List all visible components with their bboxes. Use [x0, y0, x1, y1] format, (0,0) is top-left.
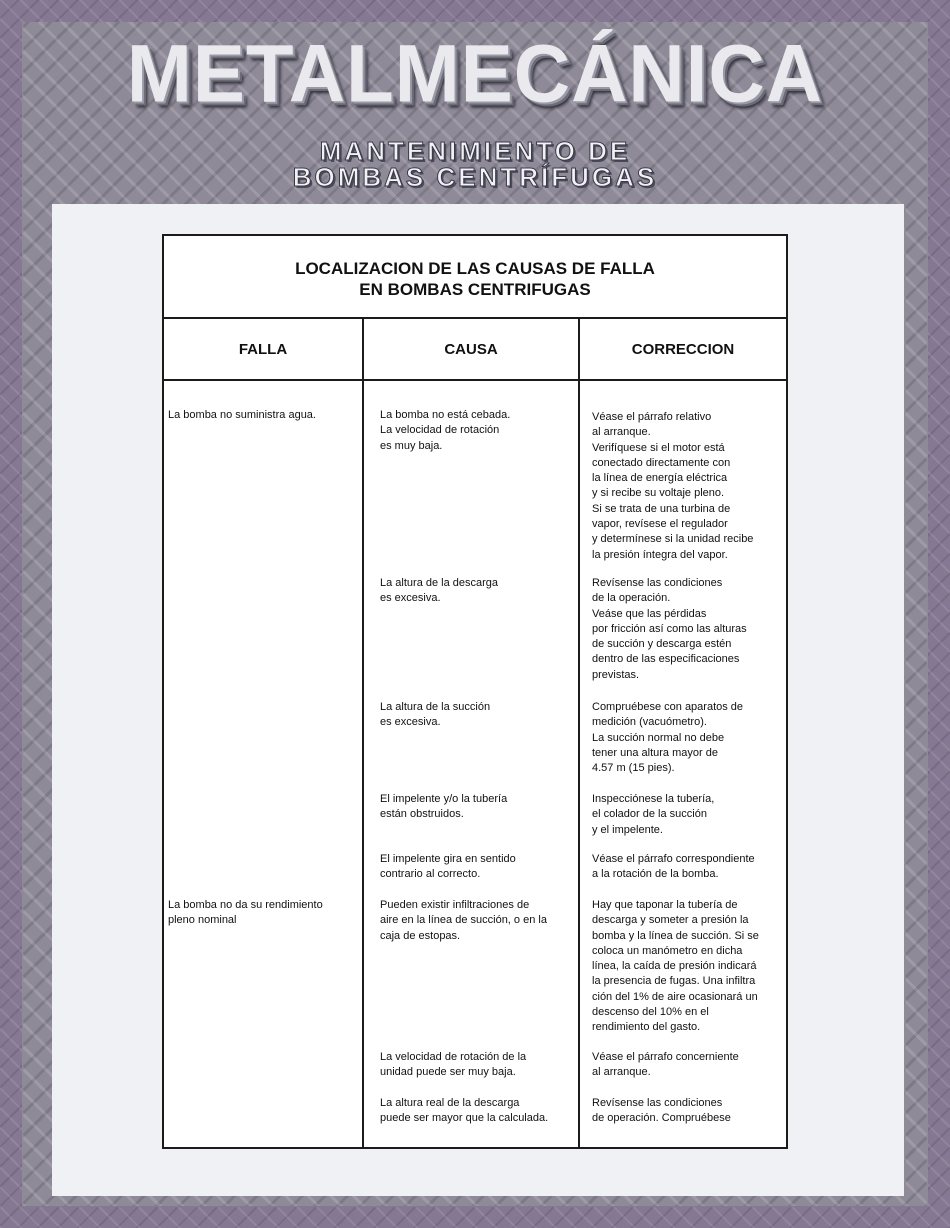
column-header-falla: FALLA	[238, 341, 288, 358]
table-cell-causa: La altura de la succión es excesiva.	[380, 701, 491, 729]
table-cell-causa: El impelente gira en sentido contrario al correcto.	[380, 853, 516, 881]
table-cell-correccion: Revísense las condiciones de operación. Compruébese	[592, 1097, 731, 1125]
table-cell-correccion: Hay que taponar la tubería de descarga y someter a presión la bomba y la línea de succión. Si se coloca un manómetro en dicha línea, la caída de presión indicará la presencia de fugas. Una infiltra ción del 1% de aire ocasionará un descenso del 10% en el rendimiento del gasto.	[592, 899, 759, 1034]
table-cell-causa: La altura de la descarga es excesiva.	[380, 577, 499, 605]
table-title-line1: LOCALIZACION DE LAS CAUSAS DE FALLA	[295, 259, 655, 278]
table-cell-correccion: Inspecciónese la tubería, el colador de la succión y el impelente.	[592, 793, 715, 836]
table-cell-correccion: Véase el párrafo correspondiente a la rotación de la bomba.	[592, 853, 755, 881]
column-divider	[362, 319, 364, 1147]
table-title	[164, 236, 786, 319]
table-cell-falla: La bomba no suministra agua.	[168, 409, 316, 421]
table-cell-correccion: Véase el párrafo concerniente al arranque.	[592, 1051, 739, 1079]
banner-subtitle-line2: BOMBAS CENTRÍFUGAS	[292, 162, 658, 192]
table-cell-causa: Pueden existir infiltraciones de aire en la línea de succión, o en la caja de estopas.	[380, 899, 547, 942]
column-divider	[578, 319, 580, 1147]
table-cell-causa: La altura real de la descarga puede ser mayor que la calculada.	[380, 1097, 549, 1125]
table-cell-falla: La bomba no da su rendimiento pleno nominal	[168, 899, 323, 927]
banner-title: METALMECÁNICA	[126, 26, 824, 120]
table-cell-correccion: Revísense las condiciones de la operación. Veáse que las pérdidas por fricción así como las alturas de succión y descarga estén dentro de las especificaciones previstas.	[592, 577, 747, 681]
table-title-line2: EN BOMBAS CENTRIFUGAS	[359, 280, 591, 299]
column-header-correccion: CORRECCION	[631, 341, 735, 358]
banner-subtitle-line1: MANTENIMIENTO DE	[319, 136, 631, 166]
table-cell-causa: La bomba no está cebada. La velocidad de rotación es muy baja.	[380, 409, 511, 452]
header-divider	[164, 379, 786, 381]
table-cell-causa: La velocidad de rotación de la unidad puede ser muy baja.	[380, 1051, 527, 1079]
table-cell-correccion: Compruébese con aparatos de medición (vacuómetro). La succión normal no debe tener una altura mayor de 4.57 m (15 pies).	[592, 701, 744, 775]
troubleshooting-table	[162, 234, 788, 1149]
column-header-causa: CAUSA	[444, 341, 498, 358]
table-cell-causa: El impelente y/o la tubería están obstruidos.	[380, 793, 508, 821]
table-cell-correccion: Véase el párrafo relativo al arranque. Verifíquese si el motor está conectado directamente con la línea de energía eléctrica y si recibe su voltaje pleno. Si se trata de una turbina de vapor, revísese el regulador y determínese si la unidad recibe la presión íntegra del vapor.	[592, 411, 754, 561]
